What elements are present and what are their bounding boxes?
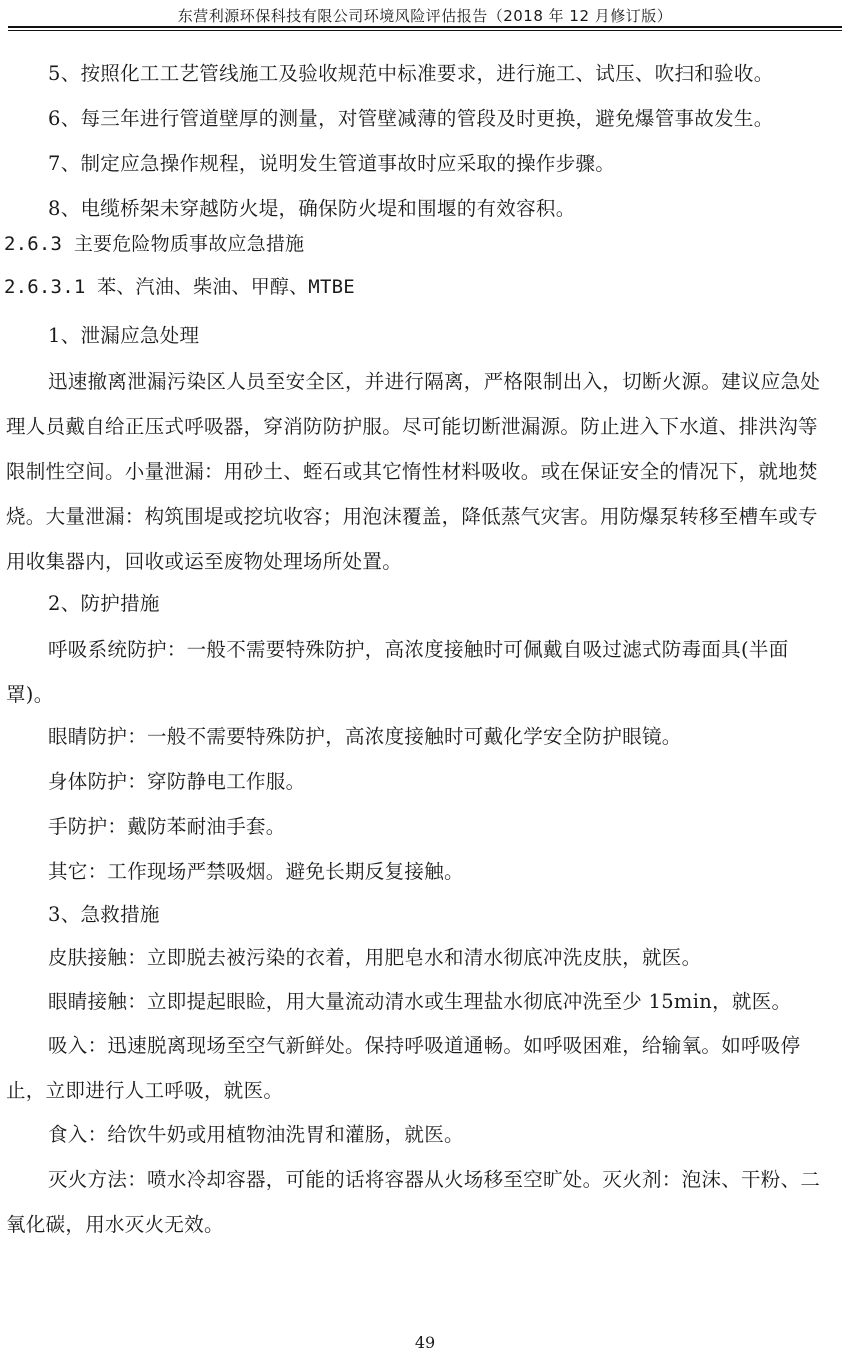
eye-contact: 眼睛接触：立即提起眼睑，用大量流动清水或生理盐水彻底冲洗至少 15min，就医。	[48, 990, 792, 1013]
page-number: 49	[414, 1333, 436, 1352]
pipeline-item-8: 8、电缆桥架未穿越防火堤，确保防火堤和围堰的有效容积。	[48, 197, 576, 220]
section-heading-2-6-3: 2.6.3 主要危险物质事故应急措施	[4, 233, 305, 255]
leak-response-text: 迅速撤离泄漏污染区人员至安全区，并进行隔离，严格限制出入，切断火源。建议应急处理人员戴自给正压式呼吸器，穿消防防护服。尽可能切断泄漏源。防止进入下水道、排洪沟等限制性空间。小量泄漏：用砂土、蛭石或其它惰性材料吸收。或在保证安全的情况下，就地焚烧。大量泄漏：构筑围堤或挖坑收容；用泡沫覆盖，降低蒸气灾害。用防爆泵转移至槽车或专用收集器内，回收或运至废物处理场所处置。	[6, 370, 821, 573]
page-header	[0, 0, 850, 31]
body-protection: 身体防护：穿防静电工作服。	[48, 770, 306, 793]
inhalation: 吸入：迅速脱离现场至空气新鲜处。保持呼吸道通畅。如呼吸困难，给输氧。如呼吸停止，立即进行人工呼吸，就医。	[6, 1034, 801, 1102]
other-protection: 其它：工作现场严禁吸烟。避免长期反复接触。	[48, 860, 464, 883]
ingestion: 食入：给饮牛奶或用植物油洗胃和灌肠，就医。	[48, 1123, 464, 1146]
header-rule-thin	[8, 30, 842, 31]
protection-title: 2、防护措施	[48, 592, 160, 615]
first-aid-title: 3、急救措施	[48, 903, 160, 926]
leak-response-title: 1、泄漏应急处理	[48, 324, 200, 347]
eye-protection: 眼睛防护：一般不需要特殊防护，高浓度接触时可戴化学安全防护眼镜。	[48, 725, 682, 748]
header-rule-thick	[8, 26, 842, 28]
pipeline-item-6: 6、每三年进行管道壁厚的测量，对管壁减薄的管段及时更换，避免爆管事故发生。	[48, 107, 774, 130]
firefighting-method: 灭火方法：喷水冷却容器，可能的话将容器从火场移至空旷处。灭火剂：泡沫、干粉、二氧化碳，用水灭火无效。	[6, 1168, 821, 1236]
pipeline-item-5: 5、按照化工工艺管线施工及验收规范中标准要求，进行施工、试压、吹扫和验收。	[48, 62, 774, 85]
hand-protection: 手防护：戴防苯耐油手套。	[48, 815, 286, 838]
skin-contact: 皮肤接触：立即脱去被污染的衣着，用肥皂水和清水彻底冲洗皮肤，就医。	[48, 946, 702, 969]
section-heading-2-6-3-1: 2.6.3.1 苯、汽油、柴油、甲醇、MTBE	[4, 276, 355, 298]
header-title: 东营利源环保科技有限公司环境风险评估报告（2018 年 12 月修订版）	[177, 7, 673, 25]
respiratory-protection: 呼吸系统防护：一般不需要特殊防护，高浓度接触时可佩戴自吸过滤式防毒面具(半面罩)。	[6, 638, 789, 706]
pipeline-item-7: 7、制定应急操作规程，说明发生管道事故时应采取的操作步骤。	[48, 152, 616, 175]
